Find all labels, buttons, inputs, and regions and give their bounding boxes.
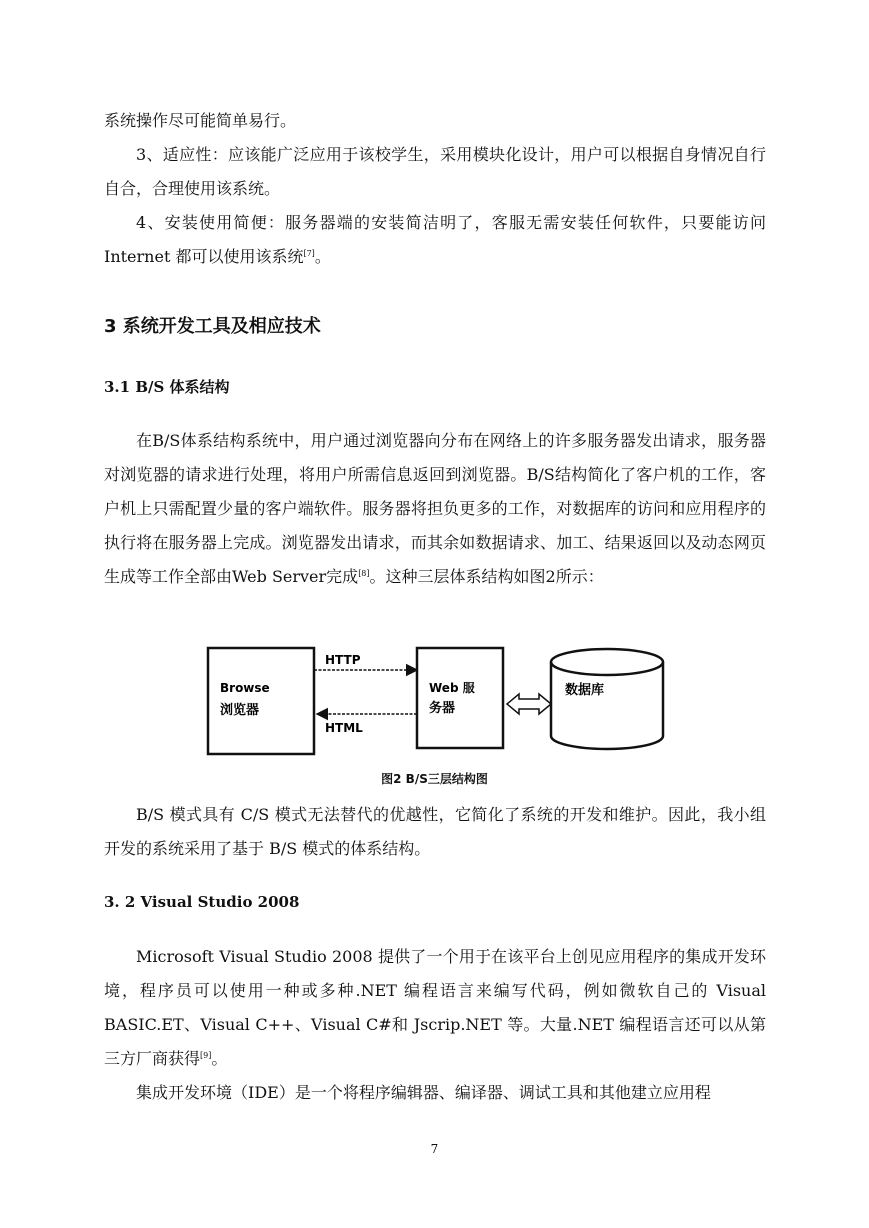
paragraph-bs-advantages: B/S 模式具有 C/S 模式无法替代的优越性，它简化了系统的开发和维护。因此，我小组开发的系统采用了基于 B/S 模式的体系结构。 [104, 805, 766, 858]
section-heading-3: 3 系统开发工具及相应技术 [104, 316, 321, 337]
http-label: HTTP [325, 653, 361, 667]
paragraph-text: Microsoft Visual Studio 2008 提供了一个用于在该平台上创见应用程序的集成开发环境，程序员可以使用一种或多种.NET 编程语言来编写代码，例如微软自己的 Visual BASIC.ET、Visual C++、Visual C#和 Jscrip.NET 等。大量.NET 编程语言还可以从第三方厂商获得 [104, 947, 766, 1068]
paragraph-bs-architecture [104, 424, 766, 594]
database-label: 数据库 [565, 683, 605, 698]
paragraph-installation [104, 206, 766, 274]
citation-ref: [7] [303, 249, 315, 258]
paragraph-visual-studio [104, 940, 766, 1076]
web-server-label-2: 务器 [429, 701, 456, 716]
web-server-label-1: Web 服 [429, 681, 475, 695]
paragraph-continuation: 系统操作尽可能简单易行。 [104, 111, 297, 130]
page-number: 7 [430, 1142, 439, 1156]
database-top [551, 649, 663, 675]
double-arrow [507, 694, 551, 714]
citation-ref: [8] [358, 569, 370, 578]
paragraph-text-end: 。 [314, 247, 331, 266]
paragraph-text: 4、安装使用简便：服务器端的安装简洁明了，客服无需安装任何软件，只要能访问 Internet 都可以使用该系统 [104, 213, 766, 266]
paragraph-text-end: 。 [211, 1049, 228, 1068]
browser-label-en: Browse [220, 681, 270, 695]
paragraph-text-end: 。这种三层体系结构如图2所示： [369, 567, 604, 586]
html-label: HTML [325, 721, 363, 735]
bs-architecture-figure [205, 642, 665, 760]
section-heading-3-2: 3. 2 Visual Studio 2008 [104, 893, 300, 911]
paragraph-text: 在B/S体系结构系统中，用户通过浏览器向分布在网络上的许多服务器发出请求，服务器对浏览器的请求进行处理，将用户所需信息返回到浏览器。B/S结构简化了客户机的工作，客户机上只需配置少量的客户端软件。服务器将担负更多的工作，对数据库的访问和应用程序的执行将在服务器上完成。浏览器发出请求，而其余如数据请求、加工、结果返回以及动态网页生成等工作全部由Web Server完成 [104, 431, 766, 586]
figure-caption: 图2 B/S三层结构图 [381, 772, 488, 786]
paragraph-ide: 集成开发环境（IDE）是一个将程序编辑器、编译器、调试工具和其他建立应用程 [136, 1083, 711, 1102]
citation-ref: [9] [200, 1051, 212, 1060]
web-server-box [417, 648, 503, 748]
section-heading-3-1: 3.1 B/S 体系结构 [104, 378, 230, 396]
browser-label-cn: 浏览器 [220, 703, 260, 718]
paragraph-adaptability: 3、适应性：应该能广泛应用于该校学生，采用模块化设计，用户可以根据自身情况自行自合，合理使用该系统。 [104, 145, 766, 198]
browser-box [208, 648, 314, 754]
